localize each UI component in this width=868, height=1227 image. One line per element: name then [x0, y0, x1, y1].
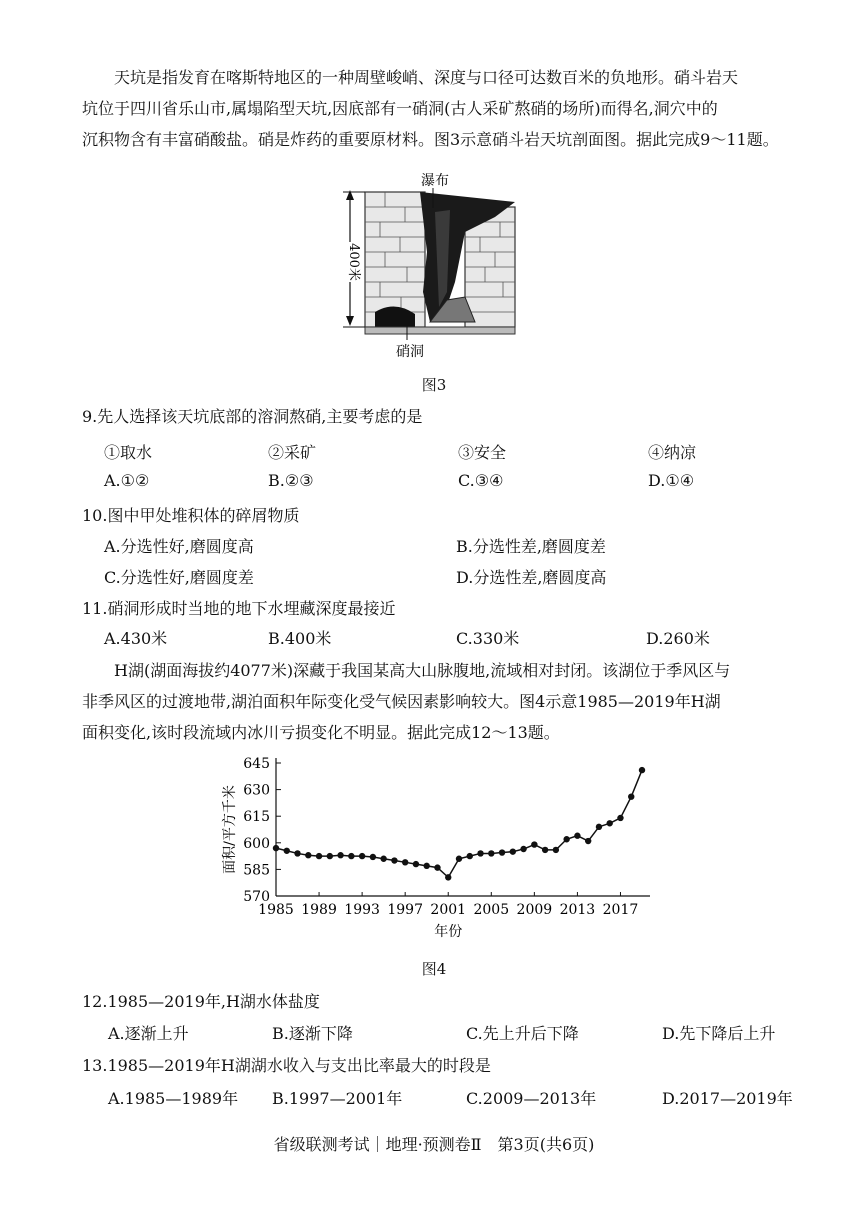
x-tick-label: 1985	[258, 902, 294, 918]
data-point	[337, 852, 343, 858]
figure-4-lake-area-chart	[220, 748, 660, 948]
data-point	[628, 793, 634, 799]
page-footer: 省级联测考试｜地理·预测卷Ⅱ 第3页(共6页)	[273, 1135, 595, 1154]
figure-3-sinkhole-profile	[335, 172, 535, 362]
q12-option-d: D.先下降后上升	[662, 1024, 776, 1043]
question-10-stem: 10.图中甲处堆积体的碎屑物质	[82, 506, 300, 525]
data-point	[488, 850, 494, 856]
x-axis-label: 年份	[434, 924, 463, 940]
data-point	[574, 833, 580, 839]
q9-item-2: ②采矿	[268, 443, 317, 462]
data-point	[380, 856, 386, 862]
q10-option-c: C.分选性好,磨圆度差	[104, 568, 254, 587]
intro1-line2: 坑位于四川省乐山市,属塌陷型天坑,因底部有一硝洞(古人采矿熬硝的场所)而得名,洞穴中的	[82, 99, 718, 118]
data-point	[434, 864, 440, 870]
q13-option-a: A.1985—1989年	[108, 1089, 239, 1108]
data-point	[467, 853, 473, 859]
data-point	[585, 838, 591, 844]
q13-option-c: C.2009—2013年	[466, 1089, 597, 1108]
q9-item-3: ③安全	[458, 443, 507, 462]
y-axis-label: 面积/平方千米	[222, 785, 238, 874]
data-point	[596, 824, 602, 830]
data-point	[499, 849, 505, 855]
data-point	[607, 820, 613, 826]
x-tick-label: 2017	[602, 902, 639, 918]
data-point	[327, 853, 333, 859]
question-12-stem: 12.1985—2019年,H湖水体盐度	[82, 992, 320, 1011]
data-point	[370, 854, 376, 860]
y-tick-label: 600	[243, 835, 270, 852]
figure-3-caption: 图3	[421, 376, 447, 394]
data-point	[402, 859, 408, 865]
data-point	[424, 863, 430, 869]
q11-option-c: C.330米	[456, 629, 520, 648]
q9-option-a: A.①②	[104, 471, 150, 490]
data-point	[553, 847, 559, 853]
q12-option-b: B.逐渐下降	[272, 1024, 353, 1043]
depth-label: 400米	[346, 243, 361, 281]
q13-option-d: D.2017—2019年	[662, 1089, 793, 1108]
lake-area-line-chart	[220, 748, 660, 948]
q9-option-c: C.③④	[458, 471, 504, 490]
x-tick-label: 2009	[516, 902, 553, 918]
q11-option-a: A.430米	[104, 629, 168, 648]
q9-option-b: B.②③	[268, 471, 314, 490]
q12-option-a: A.逐渐上升	[108, 1024, 189, 1043]
intro-paragraph-1	[82, 62, 802, 155]
q11-option-d: D.260米	[646, 629, 710, 648]
question-9-stem: 9.先人选择该天坑底部的溶洞熬硝,主要考虑的是	[82, 407, 423, 426]
data-point	[531, 841, 537, 847]
x-tick-label: 2005	[473, 902, 510, 918]
intro1-line3: 沉积物含有丰富硝酸盐。硝是炸药的重要原材料。图3示意硝斗岩天坑剖面图。据此完成9～11题。	[82, 130, 779, 149]
x-tick-label: 2013	[559, 902, 596, 918]
q13-option-b: B.1997—2001年	[272, 1089, 403, 1108]
q12-option-c: C.先上升后下降	[466, 1024, 579, 1043]
x-tick-label: 1993	[344, 902, 380, 918]
data-point	[348, 853, 354, 859]
q10-option-d: D.分选性差,磨圆度高	[456, 568, 607, 587]
data-point	[316, 853, 322, 859]
q9-option-d: D.①④	[648, 471, 695, 490]
data-point	[284, 848, 290, 854]
data-point	[520, 846, 526, 852]
y-tick-label: 645	[243, 756, 270, 772]
y-tick-label: 585	[243, 862, 270, 879]
data-point	[391, 857, 397, 863]
data-point	[639, 767, 645, 773]
data-point	[413, 861, 419, 867]
sinkhole-illustration	[335, 172, 535, 362]
data-point	[445, 874, 451, 880]
y-tick-label: 570	[243, 889, 270, 905]
data-point	[294, 850, 300, 856]
q11-option-b: B.400米	[268, 629, 332, 648]
y-tick-label: 615	[243, 809, 270, 826]
data-point	[477, 850, 483, 856]
y-tick-label: 630	[243, 782, 270, 799]
data-point	[563, 836, 569, 842]
question-11-stem: 11.硝洞形成时当地的地下水埋藏深度最接近	[82, 599, 396, 618]
data-point	[305, 852, 311, 858]
data-point	[273, 845, 279, 851]
q9-item-4: ④纳凉	[648, 443, 697, 462]
q9-item-1: ①取水	[104, 443, 153, 462]
x-tick-label: 1989	[301, 902, 337, 918]
intro2-line3: 面积变化,该时段流域内冰川亏损变化不明显。据此完成12～13题。	[82, 723, 560, 742]
x-tick-label: 2001	[430, 902, 467, 918]
data-point	[510, 848, 516, 854]
data-point	[617, 815, 623, 821]
figure-4-caption: 图4	[421, 960, 447, 978]
x-tick-label: 1997	[387, 902, 423, 918]
intro-paragraph-2	[82, 655, 802, 748]
question-13-stem: 13.1985—2019年H湖湖水收入与支出比率最大的时段是	[82, 1056, 491, 1075]
intro1-line1: 天坑是指发育在喀斯特地区的一种周壁峻峭、深度与口径可达数百米的负地形。硝斗岩天	[82, 68, 739, 87]
data-point	[542, 847, 548, 853]
q10-option-a: A.分选性好,磨圆度高	[104, 537, 254, 556]
intro2-line1: H湖(湖面海拔约4077米)深藏于我国某高大山脉腹地,流域相对封闭。该湖位于季风区与	[82, 661, 731, 680]
cave-label: 硝洞	[396, 344, 424, 360]
data-point	[456, 856, 462, 862]
data-point	[359, 853, 365, 859]
waterfall-label: 瀑布	[421, 173, 449, 189]
intro2-line2: 非季风区的过渡地带,湖泊面积年际变化受气候因素影响较大。图4示意1985—2019年H湖	[82, 692, 721, 711]
q10-option-b: B.分选性差,磨圆度差	[456, 537, 606, 556]
